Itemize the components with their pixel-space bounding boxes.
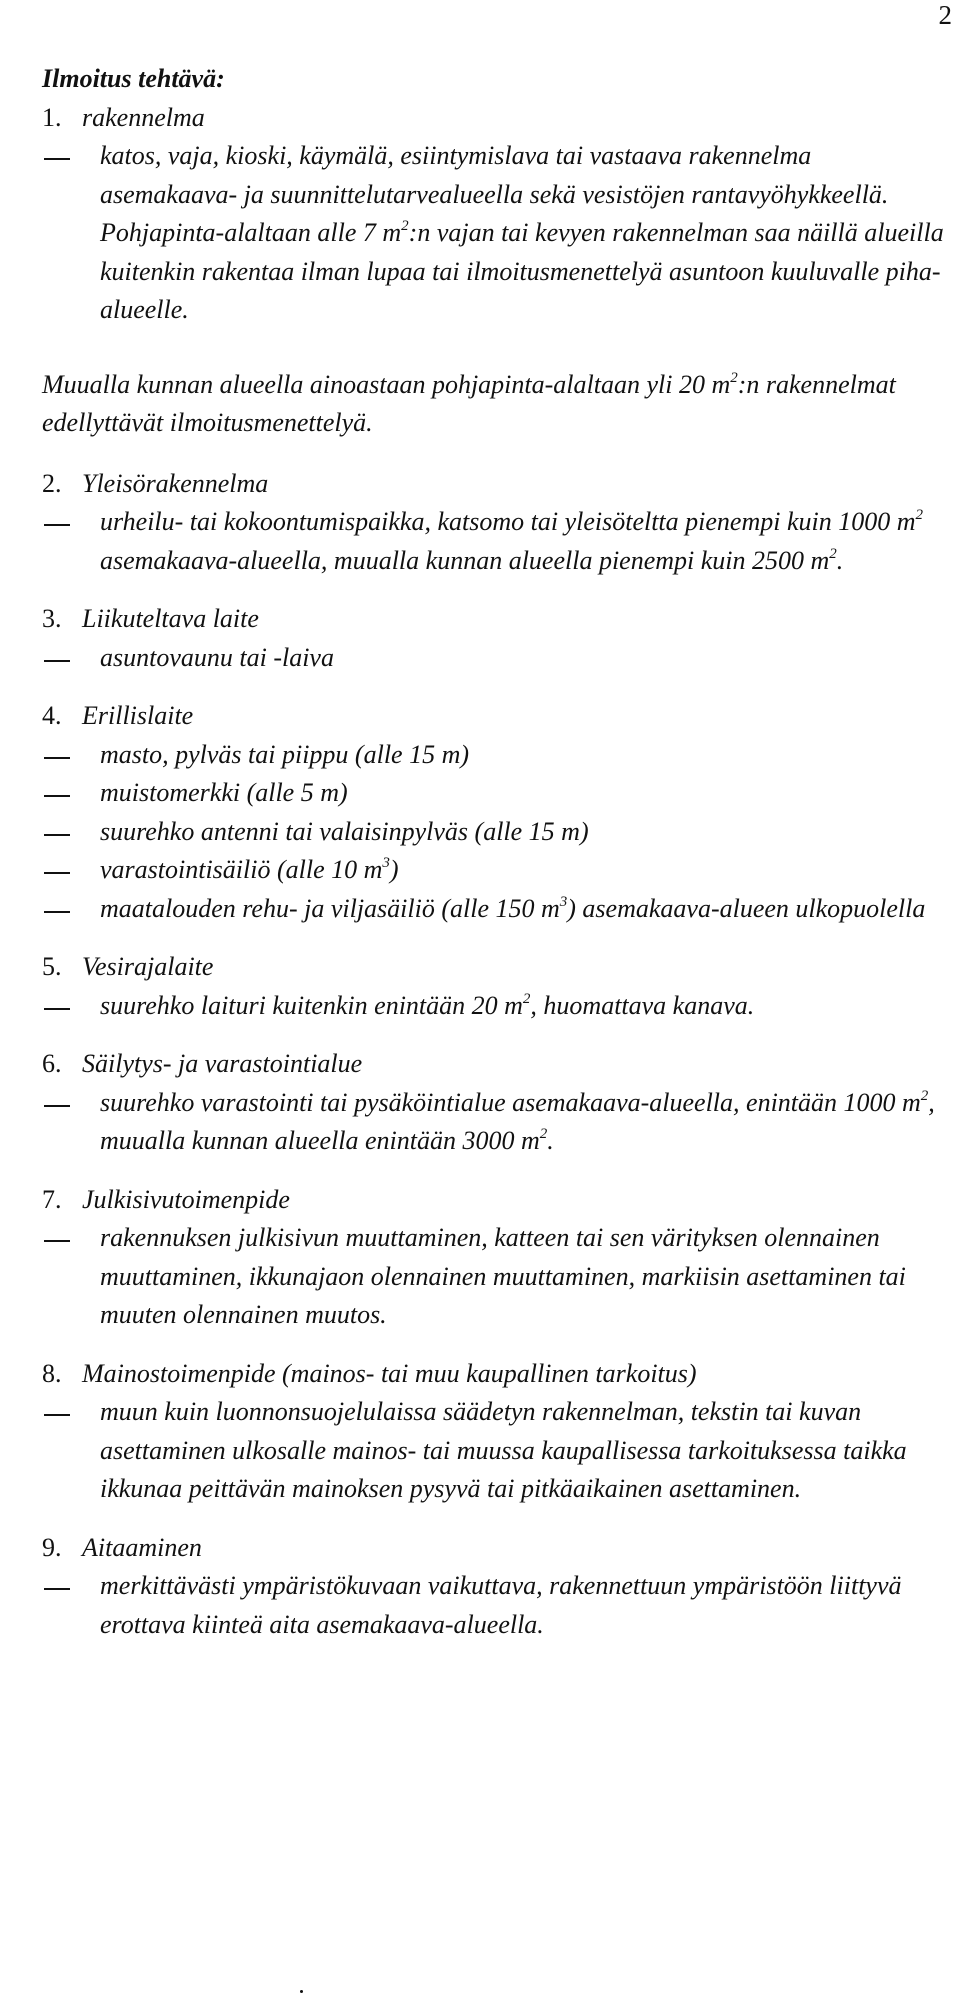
section-title: rakennelma xyxy=(82,102,205,132)
section-1 xyxy=(42,99,952,443)
dash-bullet-icon xyxy=(42,851,100,890)
list-item xyxy=(42,774,952,813)
list-item xyxy=(42,1393,952,1509)
section-5 xyxy=(42,948,952,1025)
page-number: 2 xyxy=(938,0,952,30)
section-heading xyxy=(42,1355,952,1394)
section-title: Aitaaminen xyxy=(82,1532,202,1562)
document-heading: Ilmoitus tehtävä: xyxy=(42,64,225,93)
list-item xyxy=(42,813,952,852)
section-number: 8. xyxy=(42,1358,62,1388)
section-heading xyxy=(42,1045,952,1084)
section-9 xyxy=(42,1529,952,1645)
section-number: 5. xyxy=(42,952,62,981)
dash-bullet-icon xyxy=(42,639,100,678)
section-title: Vesirajalaite xyxy=(82,952,214,981)
dash-bullet-icon xyxy=(42,503,100,542)
list-item-text: suurehko antenni tai valaisinpylväs (alle 15 m) xyxy=(100,816,589,846)
list-item xyxy=(42,890,952,929)
list-item-text: varastointisäiliö (alle 10 $m^3$) xyxy=(100,855,399,884)
section-number: 4. xyxy=(42,701,62,730)
list-item-text: merkittävästi ympäristökuvaan vaikuttava, rakennettuun ympäristöön liittyvä erottava kiinteä aita asemakaava-alueella. xyxy=(100,1571,902,1639)
section-heading xyxy=(42,99,952,138)
section-title: Mainostoimenpide (mainos- tai muu kaupallinen tarkoitus) xyxy=(82,1358,697,1388)
section-title: Säilytys- ja varastointialue xyxy=(82,1049,363,1078)
list-item-text: rakennuksen julkisivun muuttaminen, katteen tai sen värityksen olennainen muuttaminen, ikkunajaon olennainen muuttaminen, markiisin asettaminen tai muuten olennainen muutos. xyxy=(100,1223,906,1329)
section-8 xyxy=(42,1355,952,1509)
list-item xyxy=(42,639,952,678)
list-item-text: katos, vaja, kioski, käymälä, esiintymislava tai vastaava rakennelma asemakaava- ja suunnittelutarvealueella sekä vesistöjen rantavyöhykkeellä. xyxy=(100,141,889,209)
list-item-text: suurehko varastointi tai pysäköintialue asemakaava-alueella, enintään 1000 $m^2$, muualla kunnan alueella enintään 3000 $m^2$. xyxy=(100,1087,935,1155)
list-item xyxy=(42,851,952,890)
list-item-text: urheilu- tai kokoontumispaikka, katsomo tai yleisöteltta pienempi kuin 1000 $m^2$ asemakaava-alueella, muualla kunnan alueella pienempi kuin 2500 $m^2$. xyxy=(100,507,923,575)
section-title: Erillislaite xyxy=(82,701,194,730)
section-title: Liikuteltava laite xyxy=(82,604,259,633)
section-number: 3. xyxy=(42,604,62,633)
section-2 xyxy=(42,465,952,581)
dash-bullet-icon xyxy=(42,1567,100,1606)
section-heading xyxy=(42,697,952,736)
section-title: Yleisörakennelma xyxy=(82,468,269,498)
section-heading xyxy=(42,1529,952,1568)
dash-bullet-icon xyxy=(42,137,100,176)
section-heading xyxy=(42,1181,952,1220)
section-title: Julkisivutoimenpide xyxy=(82,1184,290,1214)
dash-bullet-icon xyxy=(42,774,100,813)
note-paragraph: Muualla kunnan alueella ainoastaan pohjapinta-alaltaan yli 20 $m^2:n$ rakennelmat edellyttävät ilmoitusmenettelyä. xyxy=(42,369,896,437)
section-heading xyxy=(42,600,952,639)
list-item-text: asuntovaunu tai -laiva xyxy=(100,642,334,672)
exception-paragraph: Pohjapinta-alaltaan alle 7 $m^2:n$ vajan tai kevyen rakennelman saa näillä alueilla kuitenkin rakentaa ilman lupaa tai ilmoitusmenettelyä asuntoon kuuluvalle piha-alueelle. xyxy=(100,218,944,324)
section-6 xyxy=(42,1045,952,1161)
dash-bullet-icon xyxy=(42,890,100,929)
dash-bullet-icon xyxy=(42,736,100,775)
list-item-text: maatalouden rehu- ja viljasäiliö (alle 150 $m^3$) asemakaava-alueen ulkopuolella xyxy=(100,893,926,923)
section-number: 1. xyxy=(42,102,62,132)
list-item xyxy=(42,503,952,580)
list-item-text: muun kuin luonnonsuojelulaissa säädetyn rakennelman, tekstin tai kuvan asettaminen ulkosalle mainos- tai muussa kaupallisessa tarkoituksessa taikka ikkunaa peittävän mainoksen pysyvä tai pitkäaikainen asettaminen. xyxy=(100,1397,907,1503)
dash-bullet-icon xyxy=(42,987,100,1026)
list-item-text: muistomerkki (alle 5 m) xyxy=(100,778,348,807)
list-item xyxy=(42,137,952,214)
dash-bullet-icon xyxy=(42,1084,100,1123)
list-item xyxy=(42,1567,952,1644)
dash-bullet-icon xyxy=(42,1219,100,1258)
section-number: 9. xyxy=(42,1532,62,1562)
list-item xyxy=(42,1084,952,1161)
section-heading xyxy=(42,465,952,504)
list-item-text: masto, pylväs tai piippu (alle 15 m) xyxy=(100,739,470,769)
section-heading xyxy=(42,948,952,987)
section-3 xyxy=(42,600,952,677)
dash-bullet-icon xyxy=(42,1393,100,1432)
document-body xyxy=(42,60,952,1664)
section-4 xyxy=(42,697,952,928)
section-number: 2. xyxy=(42,468,62,498)
section-number: 7. xyxy=(42,1184,62,1214)
list-item-text: suurehko laituri kuitenkin enintään 20 $m^2$, huomattava kanava. xyxy=(100,990,755,1020)
end-dot xyxy=(300,1990,303,1993)
list-item xyxy=(42,1219,952,1335)
section-number: 6. xyxy=(42,1049,62,1078)
list-item xyxy=(42,736,952,775)
dash-bullet-icon xyxy=(42,813,100,852)
section-7 xyxy=(42,1181,952,1335)
list-item xyxy=(42,987,952,1026)
